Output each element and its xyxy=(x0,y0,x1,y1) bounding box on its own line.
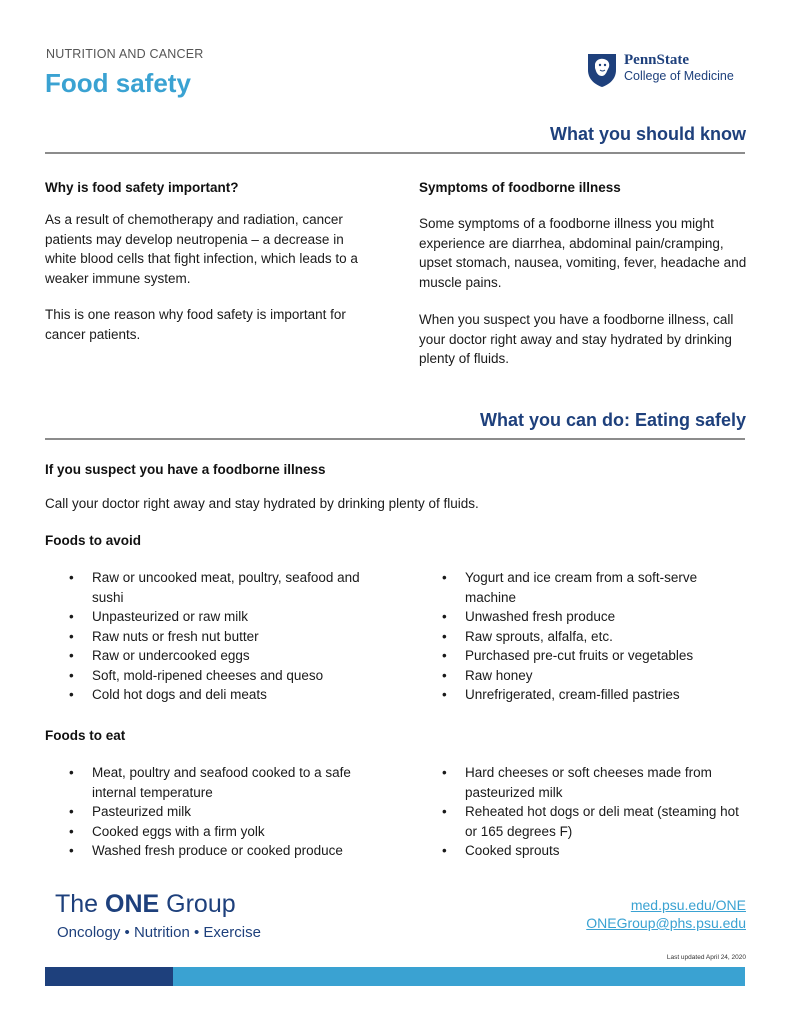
list-item: • Raw or undercooked eggs xyxy=(47,646,377,666)
list-item: • Cold hot dogs and deli meats xyxy=(47,685,377,705)
pennstate-logo xyxy=(586,52,746,88)
foods-to-eat-list-right xyxy=(420,763,750,861)
foods-to-avoid-heading: Foods to avoid xyxy=(45,533,141,548)
foods-to-avoid-list-left xyxy=(47,568,377,705)
website-link[interactable]: med.psu.edu/ONE xyxy=(630,897,746,913)
section-divider xyxy=(45,152,745,154)
footer-color-bar xyxy=(45,967,745,986)
page-title: Food safety xyxy=(45,68,191,98)
list-item: • Reheated hot dogs or deli meat (steaming hot or 165 degrees F) xyxy=(420,802,750,841)
foods-to-eat-heading: Foods to eat xyxy=(45,728,126,743)
list-item: • Yogurt and ice cream from a soft-serve machine xyxy=(420,568,750,607)
list-item: • Cooked eggs with a firm yolk xyxy=(47,822,377,842)
list-item: • Soft, mold-ripened cheeses and queso xyxy=(47,666,377,686)
section-heading-know: What you should know xyxy=(550,124,746,144)
email-link[interactable]: ONEGroup@phs.psu.edu xyxy=(586,915,746,931)
logo-university-name: PennState xyxy=(624,52,689,68)
foods-to-eat-list-left xyxy=(47,763,377,861)
nittany-lion-shield-icon xyxy=(586,52,618,88)
list-item: • Pasteurized milk xyxy=(47,802,377,822)
why-food-safety-heading: Why is food safety important? xyxy=(45,180,239,195)
symptoms-heading: Symptoms of foodborne illness xyxy=(419,180,621,195)
list-item: • Raw or uncooked meat, poultry, seafood and sushi xyxy=(47,568,377,607)
list-item: • Unpasteurized or raw milk xyxy=(47,607,377,627)
list-item: • Raw sprouts, alfalfa, etc. xyxy=(420,627,750,647)
list-item: • Cooked sprouts xyxy=(420,841,750,861)
list-item: • Unrefrigerated, cream-filled pastries xyxy=(420,685,750,705)
foods-to-avoid-list-right xyxy=(420,568,750,705)
suspect-illness-text: Call your doctor right away and stay hydrated by drinking plenty of fluids. xyxy=(45,496,479,511)
section-heading-eating-safely: What you can do: Eating safely xyxy=(479,410,746,430)
list-item: • Hard cheeses or soft cheeses made from pasteurized milk xyxy=(420,763,750,802)
document-category: NUTRITION AND CANCER xyxy=(46,47,204,61)
contact-links xyxy=(586,896,746,932)
footer-color-bar-accent xyxy=(45,967,173,986)
logo-college-name: College of Medicine xyxy=(624,69,734,83)
list-item: • Raw nuts or fresh nut butter xyxy=(47,627,377,647)
suspect-illness-paragraph: When you suspect you have a foodborne illness, call your doctor right away and stay hydrated by drinking plenty of fluids. xyxy=(419,312,734,366)
list-item: • Raw honey xyxy=(420,666,750,686)
suspect-illness-heading: If you suspect you have a foodborne illness xyxy=(45,462,326,477)
list-item: • Unwashed fresh produce xyxy=(420,607,750,627)
list-item: • Meat, poultry and seafood cooked to a safe internal temperature xyxy=(47,763,377,802)
importance-paragraph: This is one reason why food safety is important for cancer patients. xyxy=(45,307,346,342)
one-group-title: The ONE Group xyxy=(55,890,236,918)
section-divider xyxy=(45,438,745,440)
list-item: • Washed fresh produce or cooked produce xyxy=(47,841,377,861)
list-item: • Purchased pre-cut fruits or vegetables xyxy=(420,646,750,666)
neutropenia-paragraph: As a result of chemotherapy and radiation, cancer patients may develop neutropenia – a decrease in white blood cells that fight infection, which leads to a weaker immune system. xyxy=(45,212,358,286)
last-updated-note: Last updated April 24, 2020 xyxy=(666,954,746,961)
one-group-tagline: Oncology • Nutrition • Exercise xyxy=(57,924,261,941)
symptoms-paragraph: Some symptoms of a foodborne illness you might experience are diarrhea, abdominal pain/cramping, upset stomach, nausea, vomiting, fever, headache and muscle pains. xyxy=(419,216,747,290)
